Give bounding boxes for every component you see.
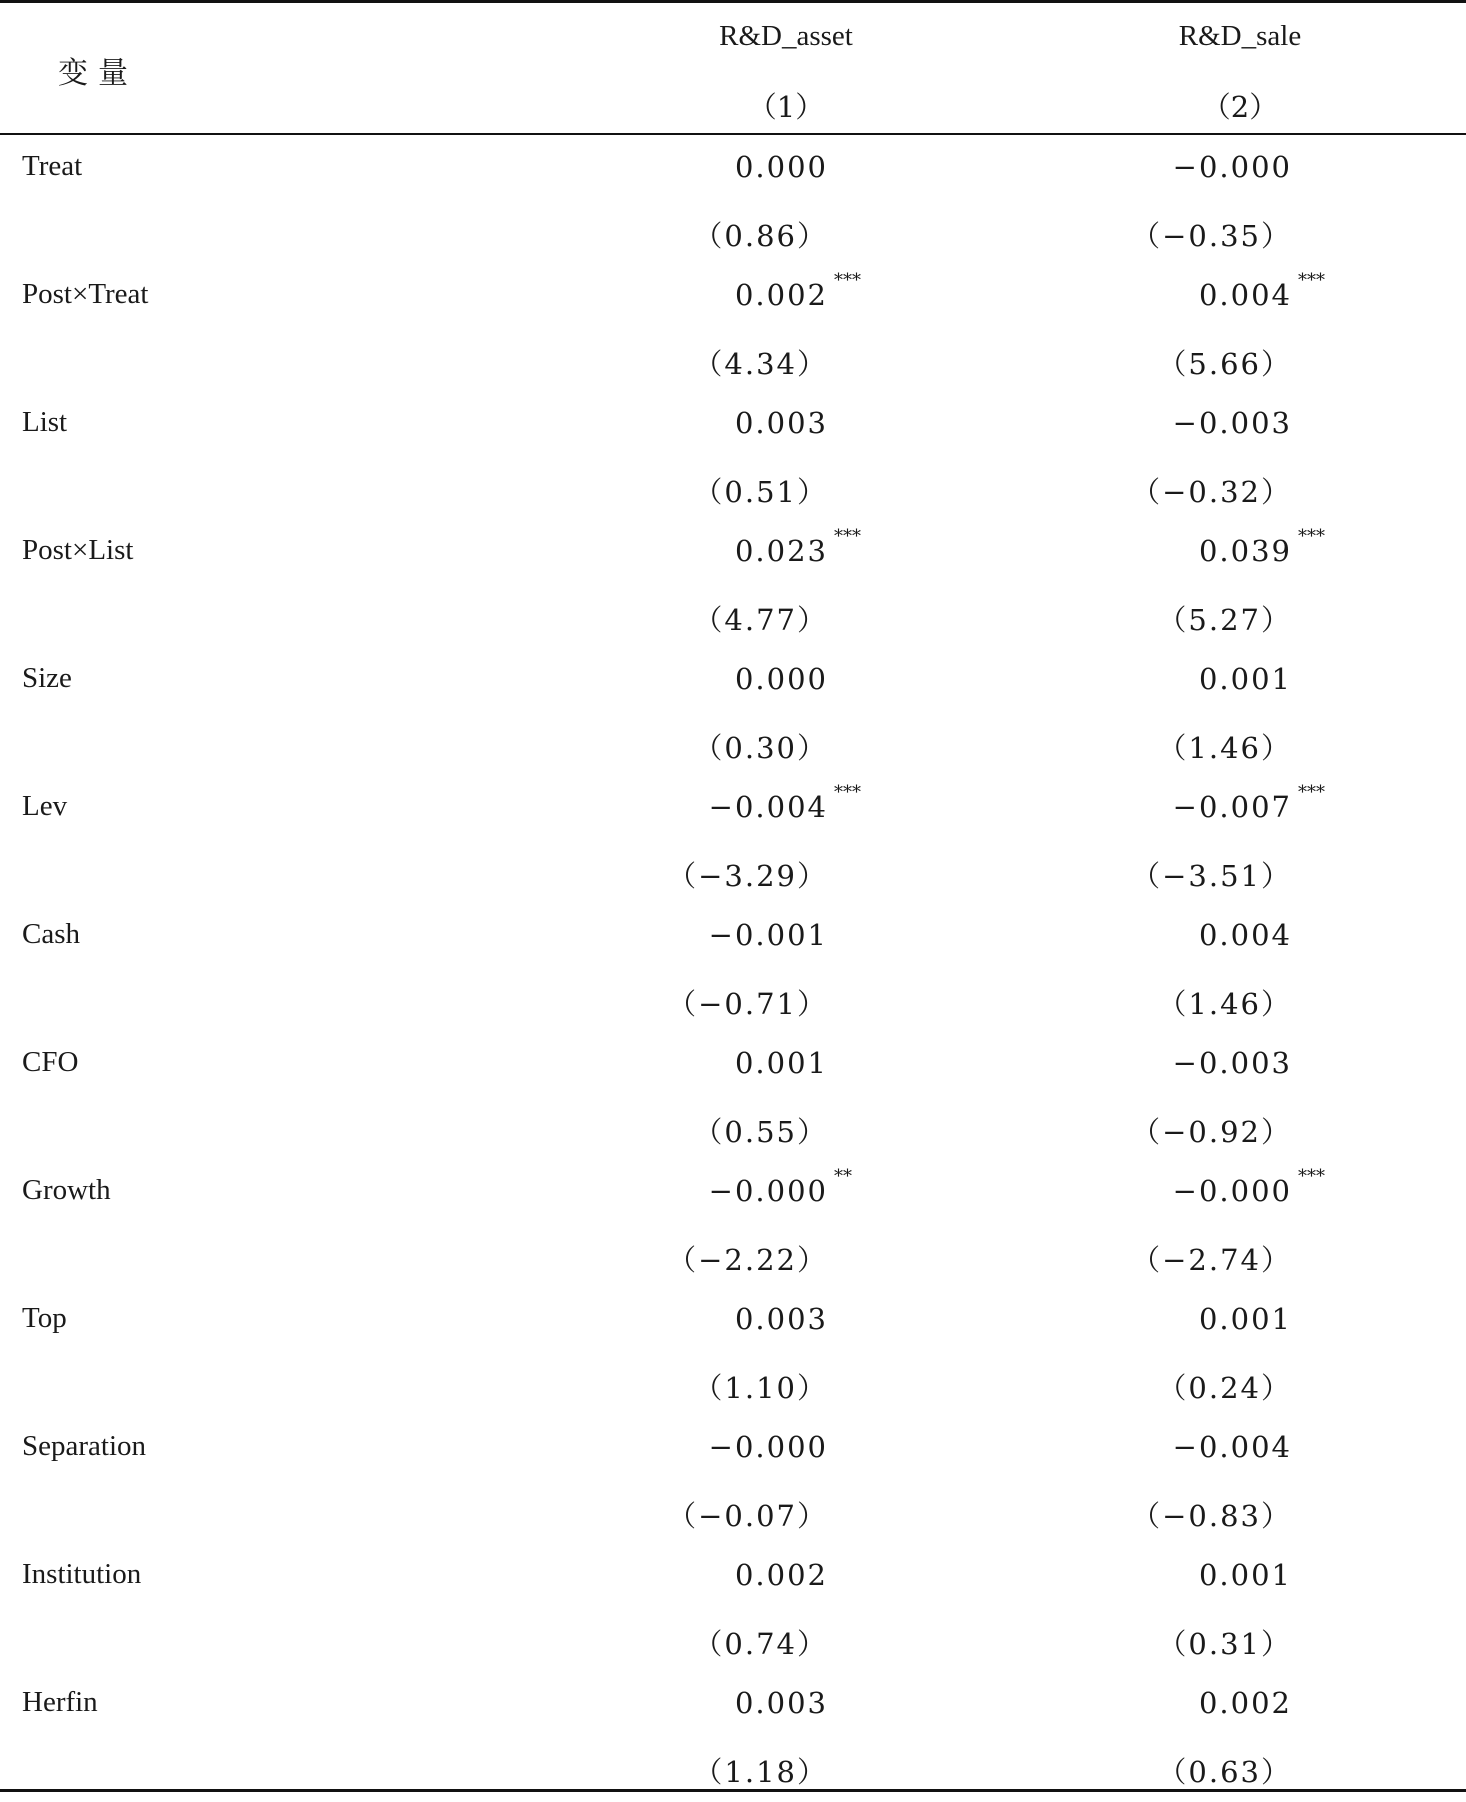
significance-col1: ***	[834, 782, 861, 803]
coef-col1: 0.000	[734, 150, 828, 184]
coef-col2: −0.003	[1172, 406, 1292, 440]
coef-col2: 0.001	[1198, 1302, 1292, 1336]
coef-col1: 0.003	[734, 1302, 828, 1336]
header-rule	[0, 133, 1466, 135]
tstat-col2: （0.63）	[1157, 1755, 1292, 1789]
coef-col2: 0.002	[1198, 1686, 1292, 1720]
coef-col1: 0.000	[734, 662, 828, 696]
variable-name: Lev	[22, 790, 68, 822]
significance-col1: ***	[834, 526, 861, 547]
table-row-tstat	[0, 458, 1466, 522]
significance-col1: ***	[834, 270, 861, 291]
coef-col2: 0.004	[1198, 278, 1292, 312]
coef-col1: −0.000	[708, 1430, 828, 1464]
coef-col1: 0.001	[734, 1046, 828, 1080]
variable-name: Institution	[22, 1558, 142, 1590]
tstat-col1: （0.51）	[693, 475, 828, 509]
table-row	[0, 906, 1466, 970]
table-row	[0, 1418, 1466, 1482]
tstat-col2: （−3.51）	[1131, 859, 1292, 893]
table-row	[0, 1162, 1466, 1226]
table-row	[0, 778, 1466, 842]
significance-col2: ***	[1298, 782, 1325, 803]
tstat-col1: （0.74）	[693, 1627, 828, 1661]
variable-name: Cash	[22, 918, 80, 950]
significance-col1: **	[834, 1166, 852, 1187]
coef-col1: 0.003	[734, 406, 828, 440]
table-row	[0, 650, 1466, 714]
table-row-tstat	[0, 1226, 1466, 1290]
coef-col1: 0.002	[734, 278, 828, 312]
table-row	[0, 1034, 1466, 1098]
variable-name: Growth	[22, 1174, 111, 1206]
table-row-tstat	[0, 330, 1466, 394]
significance-col2: ***	[1298, 526, 1325, 547]
tstat-col2: （0.31）	[1157, 1627, 1292, 1661]
coef-col2: 0.039	[1198, 534, 1292, 568]
coef-col2: 0.001	[1198, 662, 1292, 696]
tstat-col2: （−2.74）	[1131, 1243, 1292, 1277]
coef-col1: −0.000	[708, 1174, 828, 1208]
bottom-rule	[0, 1789, 1466, 1792]
variable-name: List	[22, 406, 68, 438]
tstat-col1: （1.18）	[693, 1755, 828, 1789]
tstat-col1: （0.30）	[693, 731, 828, 765]
variable-name: Post×List	[22, 534, 134, 566]
table-row	[0, 1674, 1466, 1738]
table-row-tstat	[0, 842, 1466, 906]
column-1-number: （1）	[747, 90, 825, 124]
top-rule	[0, 0, 1466, 3]
significance-col2: ***	[1298, 270, 1325, 291]
tstat-col2: （1.46）	[1157, 987, 1292, 1021]
table-row	[0, 1546, 1466, 1610]
tstat-col1: （−0.07）	[667, 1499, 828, 1533]
tstat-col1: （0.86）	[693, 219, 828, 253]
table-row	[0, 1290, 1466, 1354]
tstat-col2: （5.66）	[1157, 347, 1292, 381]
variable-name: Treat	[22, 150, 83, 182]
variable-name: Top	[22, 1302, 67, 1334]
table-row	[0, 138, 1466, 202]
coef-col2: −0.000	[1172, 1174, 1292, 1208]
variable-name: Post×Treat	[22, 278, 149, 310]
tstat-col1: （4.34）	[693, 347, 828, 381]
coef-col1: −0.001	[708, 918, 828, 952]
table-row	[0, 522, 1466, 586]
coef-col1: 0.023	[734, 534, 828, 568]
coef-col2: −0.007	[1172, 790, 1292, 824]
table-row	[0, 266, 1466, 330]
table-row-tstat	[0, 1738, 1466, 1802]
tstat-col2: （−0.92）	[1131, 1115, 1292, 1149]
table-row	[0, 394, 1466, 458]
table-row-tstat	[0, 1482, 1466, 1546]
coef-col2: 0.001	[1198, 1558, 1292, 1592]
tstat-col2: （5.27）	[1157, 603, 1292, 637]
variable-name: CFO	[22, 1046, 79, 1078]
table-row-tstat	[0, 1610, 1466, 1674]
table-row-tstat	[0, 1354, 1466, 1418]
significance-col2: ***	[1298, 1166, 1325, 1187]
tstat-col1: （−3.29）	[667, 859, 828, 893]
variable-header: 变量	[58, 56, 138, 91]
coef-col1: 0.003	[734, 1686, 828, 1720]
table-row-tstat	[0, 202, 1466, 266]
variable-name: Size	[22, 662, 72, 694]
tstat-col1: （−2.22）	[667, 1243, 828, 1277]
tstat-col1: （4.77）	[693, 603, 828, 637]
column-1-header: R&D_asset	[719, 20, 853, 52]
coef-col1: 0.002	[734, 1558, 828, 1592]
tstat-col2: （−0.83）	[1131, 1499, 1292, 1533]
coef-col2: 0.004	[1198, 918, 1292, 952]
tstat-col2: （1.46）	[1157, 731, 1292, 765]
tstat-col2: （−0.32）	[1131, 475, 1292, 509]
column-2-header: R&D_sale	[1178, 20, 1302, 52]
table-row-tstat	[0, 970, 1466, 1034]
tstat-col1: （−0.71）	[667, 987, 828, 1021]
tstat-col2: （−0.35）	[1131, 219, 1292, 253]
coef-col2: −0.004	[1172, 1430, 1292, 1464]
table-row-tstat	[0, 714, 1466, 778]
tstat-col1: （1.10）	[693, 1371, 828, 1405]
variable-name: Herfin	[22, 1686, 98, 1718]
coef-col1: −0.004	[708, 790, 828, 824]
variable-name: Separation	[22, 1430, 147, 1462]
table-row-tstat	[0, 586, 1466, 650]
column-2-number: （2）	[1201, 90, 1279, 124]
table-row-tstat	[0, 1098, 1466, 1162]
coef-col2: −0.000	[1172, 150, 1292, 184]
coef-col2: −0.003	[1172, 1046, 1292, 1080]
tstat-col1: （0.55）	[693, 1115, 828, 1149]
tstat-col2: （0.24）	[1157, 1371, 1292, 1405]
